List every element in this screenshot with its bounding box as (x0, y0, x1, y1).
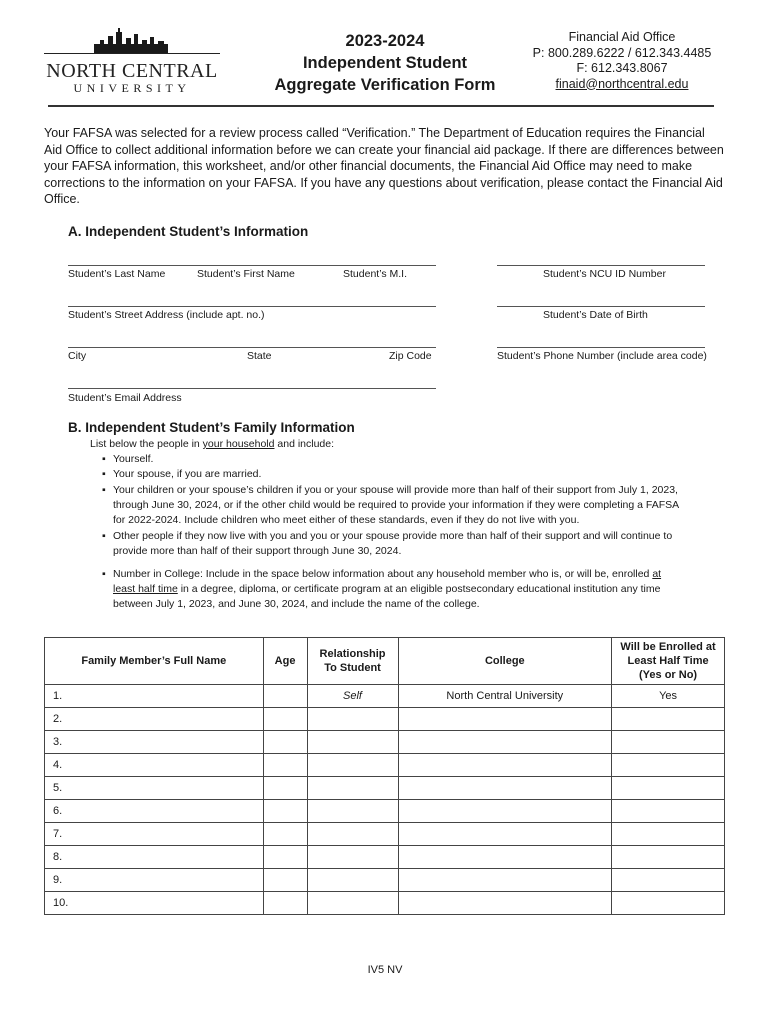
form-title (250, 30, 520, 96)
header-enrolled-2: Least Half Time (627, 655, 709, 667)
enrolled-cell[interactable] (612, 892, 725, 915)
row-number[interactable]: 2. (45, 708, 264, 731)
table-row (45, 800, 725, 823)
table-row (45, 869, 725, 892)
age-cell[interactable] (263, 754, 307, 777)
row-number[interactable]: 3. (45, 731, 264, 754)
enrolled-cell[interactable] (612, 800, 725, 823)
first-name-label: Student’s First Name (197, 268, 295, 280)
age-cell[interactable] (263, 869, 307, 892)
row-number[interactable]: 7. (45, 823, 264, 846)
city-label: City (68, 350, 87, 362)
enrolled-cell[interactable]: Yes (612, 685, 725, 708)
office-fax: F: 612.343.8067 (576, 61, 668, 75)
relationship-cell[interactable] (307, 892, 398, 915)
logo-subtitle: UNIVERSITY (73, 81, 191, 95)
enrolled-cell[interactable] (612, 708, 725, 731)
bullet-yourself: ▪ Yourself. (102, 453, 154, 465)
age-cell[interactable] (263, 708, 307, 731)
bullet-spouse: ▪ Your spouse, if you are married. (102, 468, 262, 480)
college-cell[interactable] (398, 846, 612, 869)
household-link: your household (202, 438, 275, 450)
age-cell[interactable] (263, 846, 307, 869)
university-logo (44, 26, 220, 94)
college-cell[interactable]: North Central University (398, 685, 612, 708)
row-number[interactable]: 1. (45, 685, 264, 708)
header-relationship-2: To Student (324, 662, 381, 674)
header-age: Age (263, 638, 307, 685)
bullet-number-in-college: ▪ Number in College: Include in the space below information about any household member who is, or will be, enrolled at least half time in a degree, diploma, or certificate program at an eligible postsecondary educational institution any time between July 1, 2023, and June 30, 2024, and include the name of the college. (113, 567, 661, 613)
header-relationship (307, 638, 398, 685)
relationship-cell[interactable] (307, 708, 398, 731)
ncu-id-field-line[interactable] (497, 265, 705, 266)
office-phone: P: 800.289.6222 / 612.343.4485 (532, 45, 712, 60)
family-intro (90, 438, 334, 450)
relationship-cell[interactable] (307, 754, 398, 777)
form-code: IV5 NV (367, 964, 403, 976)
age-cell[interactable] (263, 685, 307, 708)
header-college: College (398, 638, 612, 685)
street-label: Student’s Street Address (include apt. no.) (68, 309, 265, 321)
enrolled-cell[interactable] (612, 823, 725, 846)
college-cell[interactable] (398, 708, 612, 731)
relationship-cell[interactable] (307, 777, 398, 800)
phone-field-line[interactable] (497, 347, 705, 348)
bullet-text: Yourself. (113, 453, 154, 465)
bullet-underline: least half time (113, 583, 178, 596)
table-row (45, 823, 725, 846)
enrolled-cell[interactable] (612, 731, 725, 754)
college-cell[interactable] (398, 754, 612, 777)
relationship-cell[interactable] (307, 731, 398, 754)
college-cell[interactable] (398, 777, 612, 800)
table-header-row (45, 638, 725, 685)
table-row (45, 685, 725, 708)
title-year: 2023-2024 (345, 32, 425, 50)
college-cell[interactable] (398, 731, 612, 754)
bullet-text: in a degree, diploma, or certificate program at an eligible postsecondary educational institution any time (177, 583, 661, 596)
header-relationship-1: Relationship (319, 648, 386, 660)
college-cell[interactable] (398, 800, 612, 823)
age-cell[interactable] (263, 731, 307, 754)
row-number[interactable]: 6. (45, 800, 264, 823)
email-label: Student’s Email Address (68, 392, 182, 404)
college-cell[interactable] (398, 892, 612, 915)
row-number[interactable]: 5. (45, 777, 264, 800)
header-enrolled-3: (Yes or No) (639, 669, 698, 681)
bullet-children: ▪ Your children or your spouse’s children if you or your spouse will provide more than half of their support from July 1, 2023, through June 30, 2024, or if the other child would be required to provide your information if they were completing a FAFSA for 2022-2024. Include children who meet either of these standards, even if they do not live with you. (113, 483, 679, 529)
age-cell[interactable] (263, 892, 307, 915)
header-enrolled (612, 638, 725, 685)
city-field-line[interactable] (68, 347, 436, 348)
college-cell[interactable] (398, 823, 612, 846)
college-cell[interactable] (398, 869, 612, 892)
dob-field-line[interactable] (497, 306, 705, 307)
header-divider (48, 105, 714, 107)
phone-label: Student’s Phone Number (include area code) (497, 350, 707, 362)
table-row (45, 777, 725, 800)
relationship-cell[interactable] (307, 823, 398, 846)
bullet-other-people: ▪ Other people if they now live with you and you or your spouse provide more than half of their support and will continue to provide more than half of their support through June 30, 2024. (113, 529, 672, 559)
relationship-cell[interactable] (307, 800, 398, 823)
header-enrolled-1: Will be Enrolled at (620, 641, 716, 653)
last-name-label: Student’s Last Name (68, 268, 166, 280)
skyline-icon (44, 26, 220, 60)
intro-paragraph: Your FAFSA was selected for a review process called “Verification.” The Department of Education requires the Financial Aid Office to collect additional information before we can create your financial aid package. If there are differences between your FAFSA information, this worksheet, and/or other financial documents, the Financial Aid Office may need to make corrections to the information on your FAFSA. If you have any questions about verification, please contact the Financial Aid Office. (44, 126, 724, 206)
section-b-title: B. Independent Student’s Family Information (68, 420, 355, 435)
relationship-cell[interactable]: Self (307, 685, 398, 708)
bullet-underline: at (652, 568, 662, 580)
row-number[interactable]: 4. (45, 754, 264, 777)
bullet-text: for 2022-2024. Include children who meet either of these standards, even if they do not live with you. (113, 514, 580, 527)
enrolled-cell[interactable] (612, 754, 725, 777)
table-row (45, 708, 725, 731)
table-row (45, 892, 725, 915)
table-row (45, 731, 725, 754)
enrolled-cell[interactable] (612, 777, 725, 800)
dob-label: Student’s Date of Birth (543, 309, 648, 321)
enrolled-cell[interactable] (612, 869, 725, 892)
family-table (44, 637, 725, 915)
bullet-text: Other people if they now live with you and you or your spouse provide more than half of their support and will continue to (113, 530, 673, 542)
state-label: State (247, 350, 272, 362)
bullet-text: Your children or your spouse’s children if you or your spouse will provide more than half of their support from July 1, 2023, (113, 484, 678, 496)
bullet-text: Your spouse, if you are married. (113, 468, 262, 480)
office-name: Financial Aid Office (568, 30, 676, 44)
title-line-3: Aggregate Verification Form (274, 76, 496, 94)
ncu-id-label: Student’s NCU ID Number (543, 268, 666, 280)
street-field-line[interactable] (68, 306, 436, 307)
row-number[interactable]: 9. (45, 869, 264, 892)
name-field-line[interactable] (68, 265, 436, 266)
age-cell[interactable] (263, 823, 307, 846)
family-intro-pre: List below the people in (90, 438, 203, 450)
logo-name: NORTH CENTRAL (46, 60, 218, 82)
row-number[interactable]: 8. (45, 846, 264, 869)
zip-label: Zip Code (389, 350, 432, 362)
mi-label: Student’s M.I. (343, 268, 408, 280)
enrolled-cell[interactable] (612, 846, 725, 869)
email-field-line[interactable] (68, 388, 436, 389)
table-row (45, 846, 725, 869)
bullet-text: provide more than half of their support through June 30, 2024. (113, 545, 402, 558)
bullet-text: between July 1, 2023, and June 30, 2024, and include the name of the college. (113, 598, 480, 611)
section-a-title: A. Independent Student’s Information (68, 224, 309, 239)
office-contact (526, 30, 718, 92)
bullet-text: Number in College: Include in the space below information about any household member who is, or will be, enrolled (113, 568, 653, 580)
table-row (45, 754, 725, 777)
family-intro-post: and include: (274, 438, 335, 450)
relationship-cell[interactable] (307, 869, 398, 892)
office-email-link[interactable]: finaid@northcentral.edu (555, 76, 689, 91)
age-cell[interactable] (263, 777, 307, 800)
row-number[interactable]: 10. (45, 892, 264, 915)
age-cell[interactable] (263, 800, 307, 823)
header-name: Family Member’s Full Name (45, 638, 264, 685)
title-line-2: Independent Student (302, 54, 468, 72)
relationship-cell[interactable] (307, 846, 398, 869)
bullet-text: through June 30, 2024, or if the other child would be required to provide your information if they were completing a FAFSA (113, 499, 680, 512)
